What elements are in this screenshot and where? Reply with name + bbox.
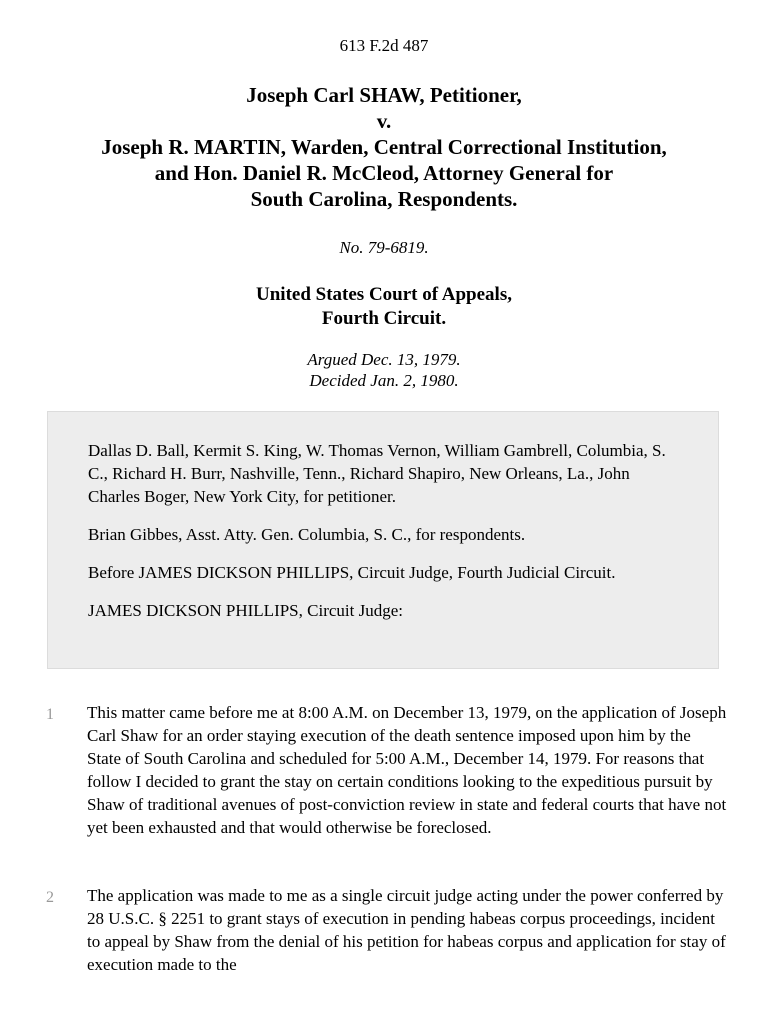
caption-petitioner: Joseph Carl SHAW, Petitioner,	[246, 83, 522, 107]
opinion-paragraph: This matter came before me at 8:00 A.M. on December 13, 1979, on the application of Joseph Carl Shaw for an order staying execution of the death sentence imposed upon him by the State of South Carolina and scheduled for 5:00 A.M., December 14, 1979. For reasons that follow I decided to grant the stay on certain conditions looking to the expeditious pursuit by Shaw of traditional avenues of post-conviction review in state and federal courts that have not yet been exhausted and that would otherwise be foreclosed.	[87, 703, 727, 837]
court-name-line-2: Fourth Circuit.	[321, 308, 447, 329]
caption-respondent-line-3: South Carolina, Respondents.	[250, 187, 518, 211]
court-name-line-1: United States Court of Appeals,	[256, 284, 512, 305]
case-citation: 613 F.2d 487	[339, 36, 429, 55]
opinion-author: JAMES DICKSON PHILLIPS, Circuit Judge:	[88, 601, 403, 620]
caption-respondent-line-1: Joseph R. MARTIN, Warden, Central Correctional Institution,	[101, 135, 667, 159]
argued-date: Argued Dec. 13, 1979.	[307, 350, 461, 369]
panel-before: Before JAMES DICKSON PHILLIPS, Circuit Judge, Fourth Judicial Circuit.	[88, 563, 616, 582]
case-dates	[0, 349, 768, 391]
case-caption	[0, 82, 768, 212]
court-name	[0, 283, 768, 331]
caption-versus: v.	[376, 109, 392, 133]
counsel-petitioner: Dallas D. Ball, Kermit S. King, W. Thomas Vernon, William Gambrell, Columbia, S. C., Richard H. Burr, Nashville, Tenn., Richard Shapiro, New Orleans, La., John Charles Boger, New York City, for petitioner.	[88, 441, 666, 506]
paragraph-number: 1	[46, 706, 54, 723]
caption-respondent-line-2: and Hon. Daniel R. McCleod, Attorney General for	[154, 161, 614, 185]
paragraph-number: 2	[46, 889, 54, 906]
opinion-paragraph: The application was made to me as a single circuit judge acting under the power conferred by 28 U.S.C. § 2251 to grant stays of execution in pending habeas corpus proceedings, incident to appeal by Shaw from the denial of his petition for habeas corpus and application for stay of execution made to the	[87, 886, 726, 974]
docket-number: No. 79-6819.	[339, 238, 429, 257]
counsel-respondents: Brian Gibbes, Asst. Atty. Gen. Columbia, S. C., for respondents.	[88, 525, 526, 544]
counsel-section	[47, 411, 719, 669]
decided-date: Decided Jan. 2, 1980.	[309, 371, 459, 390]
